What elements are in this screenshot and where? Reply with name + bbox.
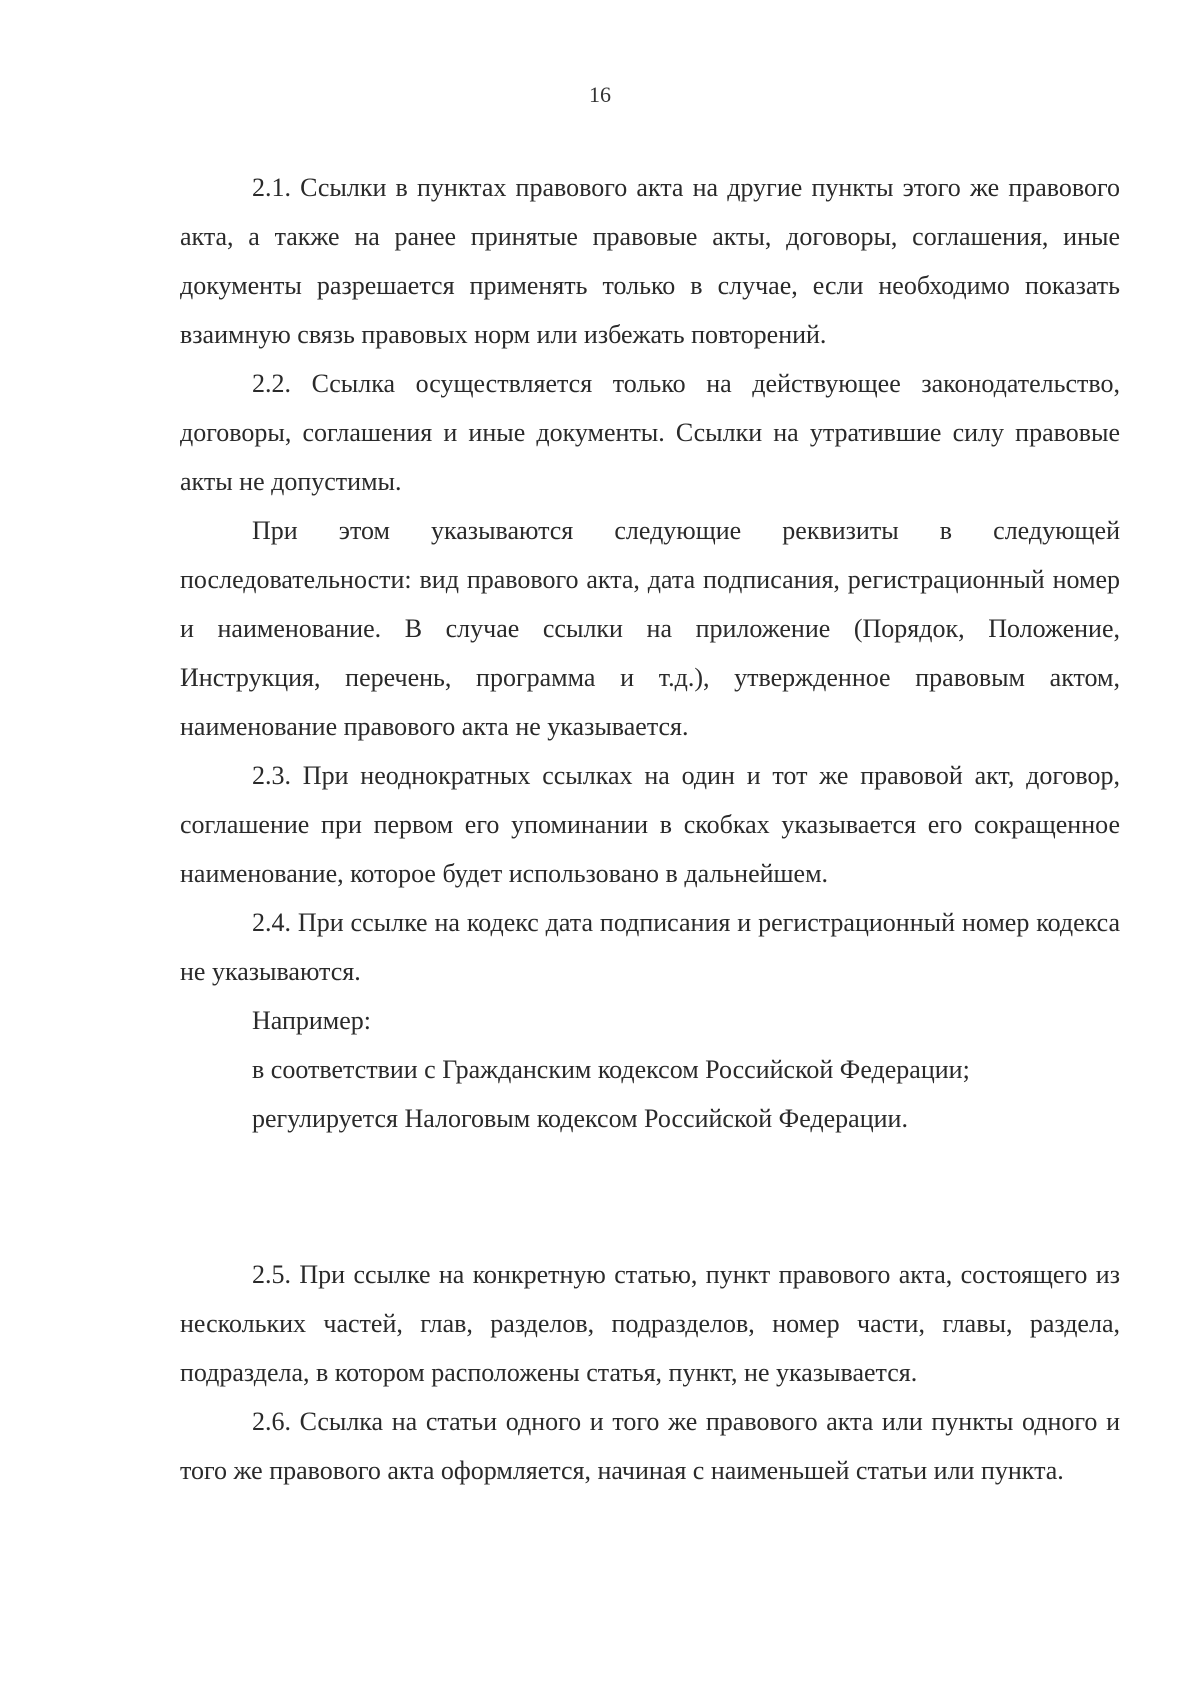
page-number: 16 <box>589 82 611 107</box>
paragraph-2-1: 2.1. Ссылки в пунктах правового акта на другие пункты этого же правового акта, а также на ранее принятые правовые акты, договоры, соглашения, иные документы разрешается применять только в случае, если необходимо показать взаимную связь правовых норм или избежать повторений. <box>180 173 1120 349</box>
paragraph-2-3: 2.3. При неоднократных ссылках на один и тот же правовой акт, договор, соглашение при первом его упоминании в скобках указывается его сокращенное наименование, которое будет использовано в дальнейшем. <box>180 761 1120 888</box>
paragraph-2-5: 2.5. При ссылке на конкретную статью, пункт правового акта, состоящего из нескольких частей, глав, разделов, подразделов, номер части, главы, раздела, подраздела, в котором расположены статья, пункт, не указывается. <box>180 1260 1120 1387</box>
paragraph-2-2: 2.2. Ссылка осуществляется только на действующее законодательство, договоры, соглашения и иные документы. Ссылки на утратившие силу правовые акты не допустимы. <box>180 369 1120 496</box>
paragraph-2-6: 2.6. Ссылка на статьи одного и того же правового акта или пункты одного и того же правового акта оформляется, начиная с наименьшей статьи или пункта. <box>180 1407 1120 1485</box>
document-body-top <box>180 163 1120 1143</box>
example-line-1: в соответствии с Гражданским кодексом Российской Федерации; <box>252 1055 970 1084</box>
example-line-2: регулируется Налоговым кодексом Российской Федерации. <box>252 1104 908 1133</box>
paragraph-2-4: 2.4. При ссылке на кодекс дата подписания и регистрационный номер кодекса не указываются. <box>180 908 1120 986</box>
paragraph-requisites: При этом указываются следующие реквизиты в следующей последовательности: вид правового акта, дата подписания, регистрационный номер и наименование. В случае ссылки на приложение (Порядок, Положение, Инструкция, перечень, программа и т.д.), утвержденное правовым актом, наименование правового акта не указывается. <box>180 516 1120 741</box>
document-body-bottom <box>180 1250 1120 1495</box>
example-label: Например: <box>252 1006 372 1035</box>
